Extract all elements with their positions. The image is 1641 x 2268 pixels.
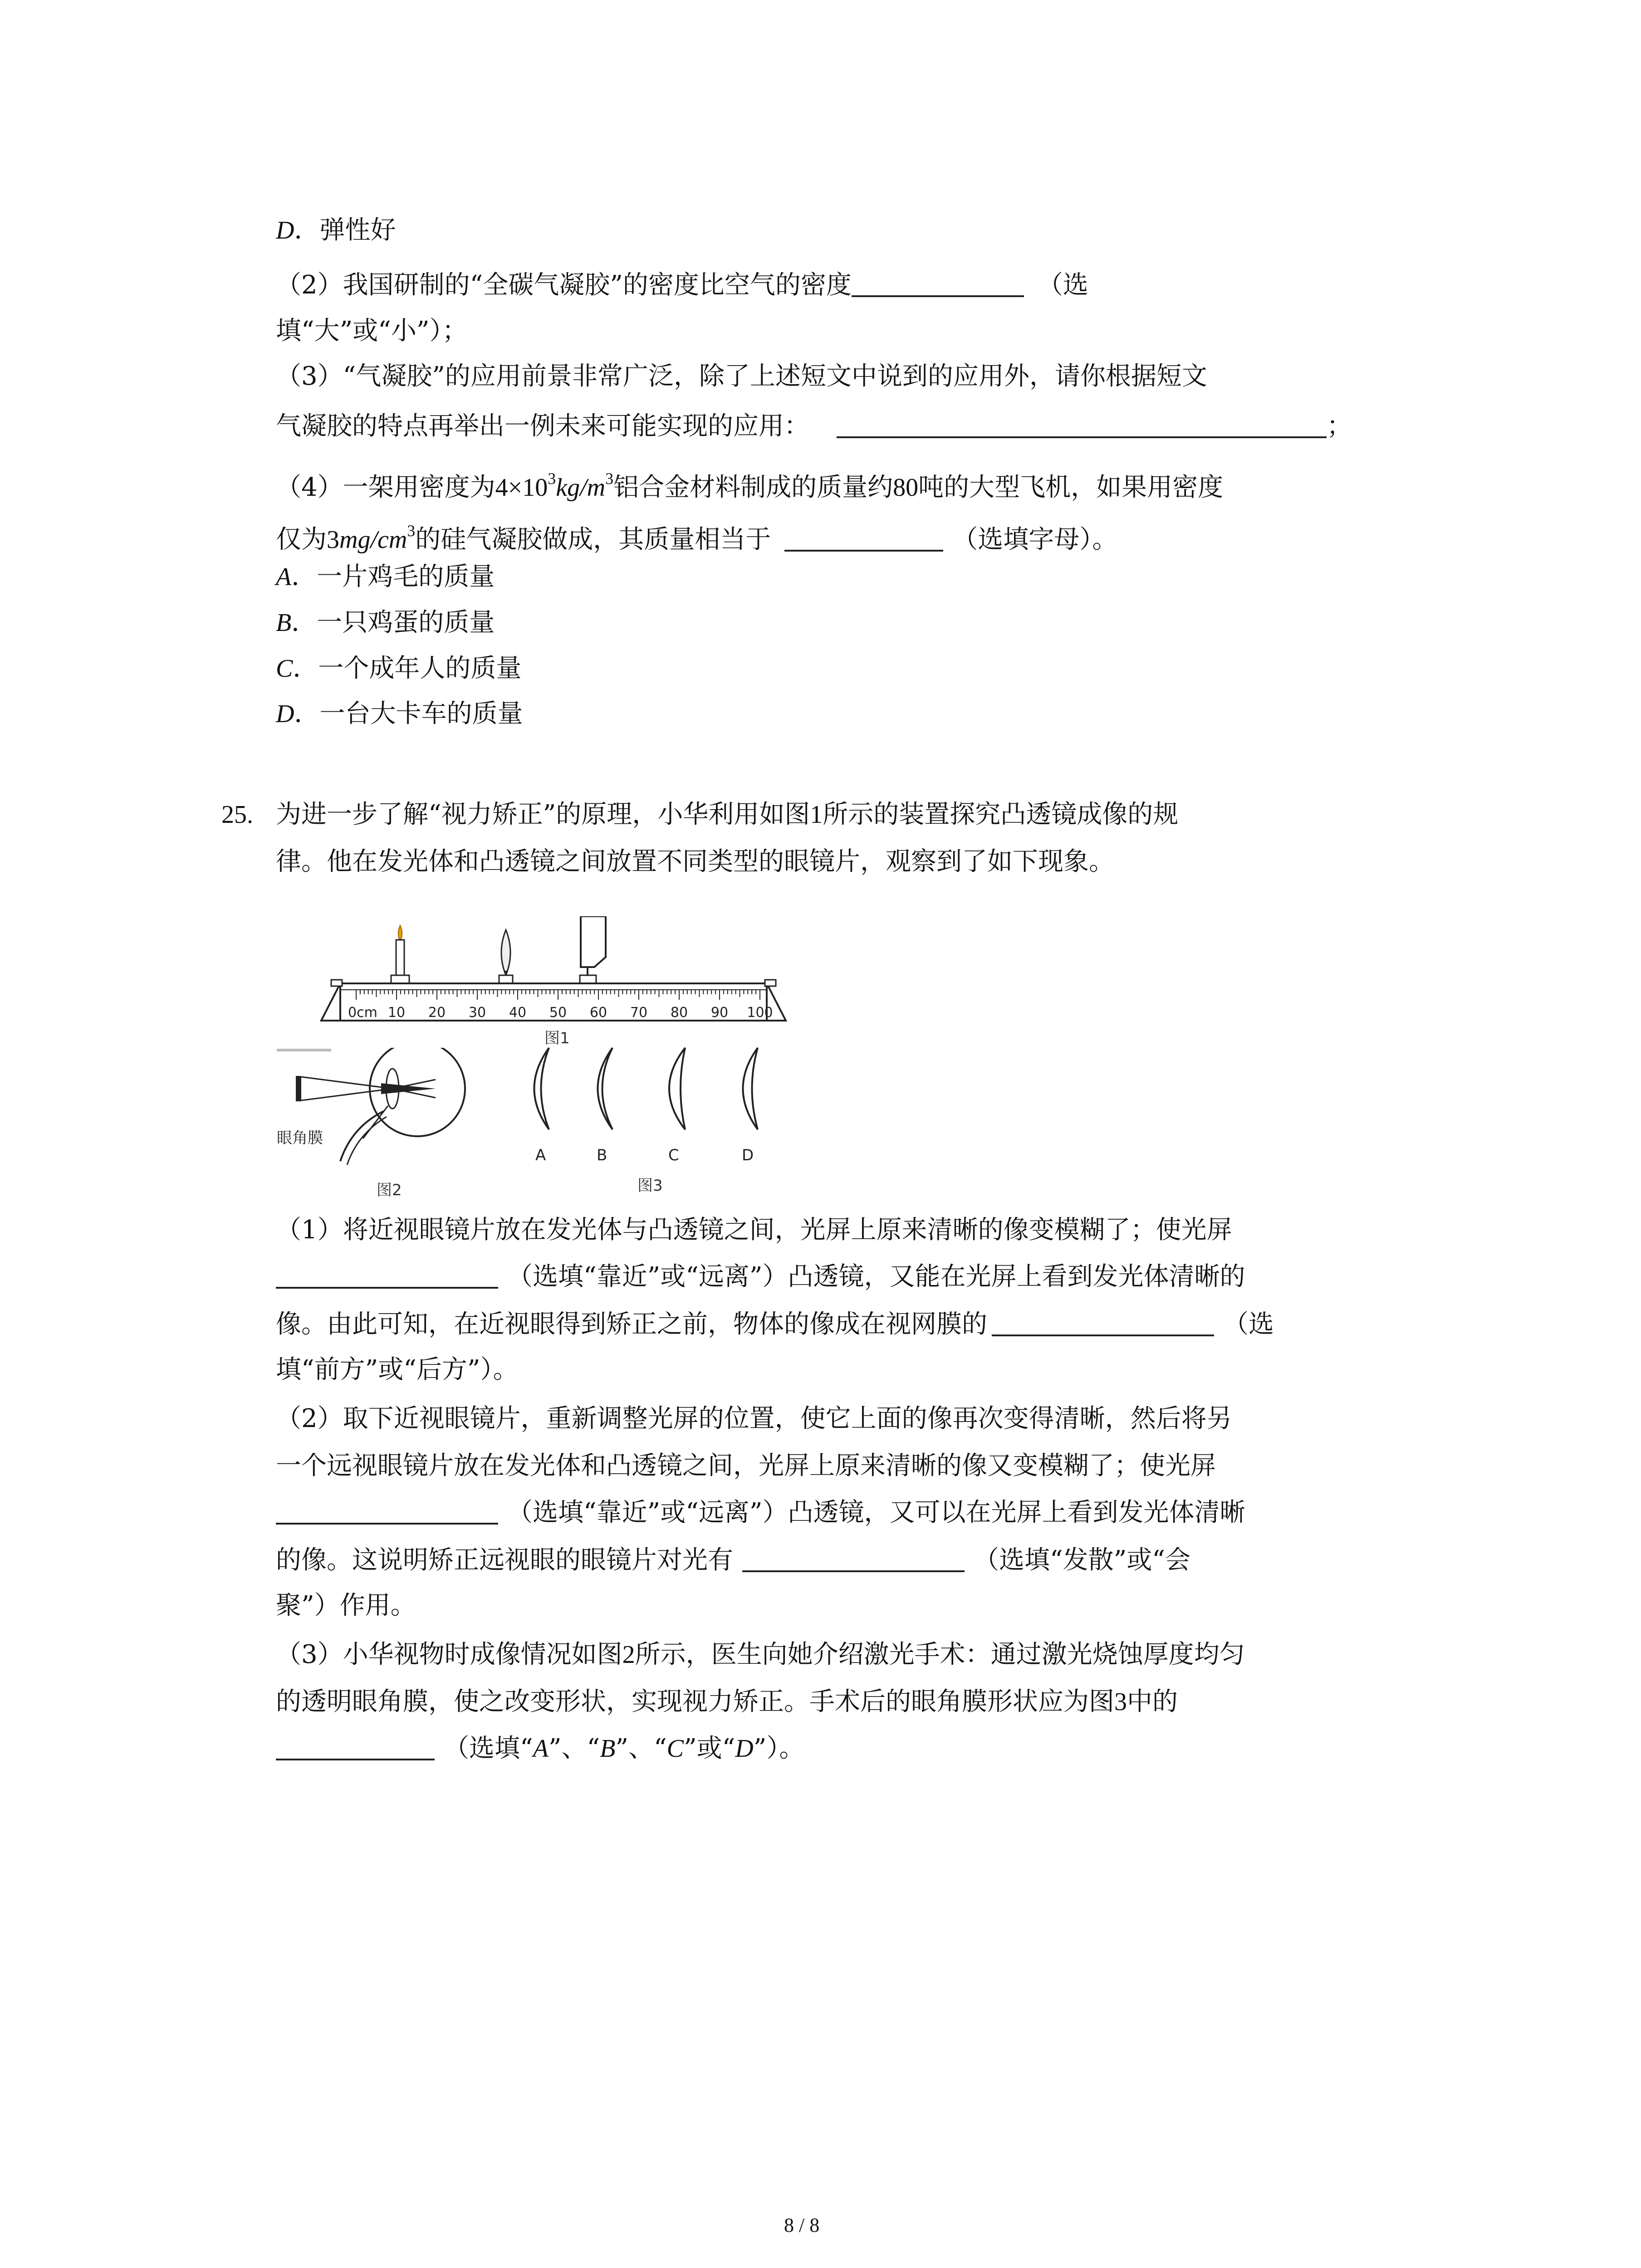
q25-part2-line5: 聚”）作用。 <box>276 1591 416 1620</box>
answer-blank[interactable] <box>742 1543 965 1572</box>
answer-blank[interactable] <box>276 1496 498 1525</box>
ruler-label: 50 <box>549 1005 567 1021</box>
q25-part1-line3: 像。由此可知，在近视眼得到矫正之前，物体的像成在视网膜的 （选 <box>276 1306 1274 1343</box>
answer-blank[interactable] <box>992 1307 1214 1336</box>
answer-blank[interactable] <box>276 1260 498 1289</box>
option-d-weak: D．弹性好 <box>276 215 396 245</box>
ruler-label: 40 <box>509 1005 527 1021</box>
q24-part2-line1: （2）我国研制的“全碳气凝胶”的密度比空气的密度 （选 <box>276 267 1088 303</box>
q24-part4-line1: （4）一架用密度为$4\times 10^3kg/m^3$铝合金材料制成的质量约80吨的大型飞机，如果用密度 <box>276 469 1224 502</box>
q25-intro-line1: 为进一步了解“视力矫正”的原理，小华利用如图1所示的装置探究凸透镜成像的规 <box>276 800 1179 829</box>
ruler-label: 20 <box>428 1005 446 1021</box>
q25-part3-line2: 的透明眼角膜，使之改变形状，实现视力矫正。手术后的眼角膜形状应为图3中的 <box>276 1687 1178 1716</box>
option-b: B．一只鸡蛋的质量 <box>276 608 495 637</box>
q25-part3-line3: （选填“A”、“B”、“C”或“D”）。 <box>276 1730 804 1767</box>
lens-label-d: D <box>742 1146 754 1164</box>
cornea-shapes-figure <box>517 1043 798 1202</box>
ruler-label: 100 <box>747 1005 773 1021</box>
ruler-label: 80 <box>670 1005 688 1021</box>
lens-shape-a-icon <box>534 1048 549 1129</box>
lens-label-a: A <box>535 1146 546 1164</box>
ruler-label: 60 <box>589 1005 607 1021</box>
q25-part3-line1: （3）小华视物时成像情况如图2所示，医生向她介绍激光手术：通过激光烧蚀厚度均匀 <box>276 1640 1245 1669</box>
q24-part3-line2: 气凝胶的特点再举出一例未来可能实现的应用： ； <box>276 408 1352 445</box>
answer-blank[interactable] <box>837 409 1327 438</box>
figure-1-caption: 图1 <box>544 1029 570 1047</box>
figure-3-caption: 图3 <box>637 1177 663 1195</box>
cornea-label: 眼角膜 <box>277 1129 323 1147</box>
q24-part3-line1: （3）“气凝胶”的应用前景非常广泛，除了上述短文中说到的应用外，请你根据短文 <box>276 362 1207 391</box>
q25-part2-line4: 的像。这说明矫正远视眼的眼镜片对光有 （选填“发散”或“会 <box>276 1542 1190 1579</box>
lens-shape-b-icon <box>598 1048 613 1129</box>
lens-label-b: B <box>597 1146 607 1164</box>
q25-part1-line2: （选填“靠近”或“远离”）凸透镜，又能在光屏上看到发光体清晰的 <box>276 1259 1245 1295</box>
lens-label-c: C <box>668 1146 679 1164</box>
answer-blank[interactable] <box>852 268 1024 297</box>
q25-part1-line1: （1）将近视眼镜片放在发光体与凸透镜之间，光屏上原来清晰的像变模糊了；使光屏 <box>276 1215 1232 1245</box>
ruler-label: 90 <box>710 1005 729 1021</box>
ruler-label: 30 <box>468 1005 486 1021</box>
figure-2-caption: 图2 <box>377 1181 402 1199</box>
candle-icon <box>391 925 409 983</box>
page-number: 8 / 8 <box>784 2214 820 2236</box>
q25-part2-line3: （选填“靠近”或“远离”）凸透镜，又可以在光屏上看到发光体清晰 <box>276 1495 1245 1531</box>
q25-part1-line4: 填“前方”或“后方”）。 <box>276 1355 519 1384</box>
ruler-label: 70 <box>630 1005 648 1021</box>
q25-number: 25. <box>221 801 253 829</box>
option-a: A．一片鸡毛的质量 <box>276 562 495 591</box>
option-c: C．一个成年人的质量 <box>276 654 522 683</box>
lens-shape-c-icon <box>669 1048 685 1129</box>
answer-blank[interactable] <box>784 523 943 552</box>
lens-shape-d-icon <box>743 1048 758 1129</box>
light-screen-icon <box>580 916 606 983</box>
q25-part2-line1: （2）取下近视眼镜片，重新调整光屏的位置，使它上面的像再次变得清晰，然后将另 <box>276 1404 1232 1433</box>
ruler-label: 0cm <box>348 1005 377 1021</box>
option-d: D．一台大卡车的质量 <box>276 699 523 728</box>
ruler-label: 10 <box>387 1005 406 1021</box>
q24-part4-line2: 仅为$3mg/cm^3$的硅气凝胶做成，其质量相当于 （选填字母）。 <box>276 522 1118 554</box>
q24-part2-line2: 填“大”或“小”）； <box>276 316 468 346</box>
q25-intro-line2: 律。他在发光体和凸透镜之间放置不同类型的眼镜片，观察到了如下现象。 <box>276 847 1114 876</box>
q25-part2-line2: 一个远视眼镜片放在发光体和凸透镜之间，光屏上原来清晰的像又变模糊了；使光屏 <box>276 1451 1216 1481</box>
answer-blank[interactable] <box>276 1731 435 1760</box>
eye-diagram-figure <box>272 1048 499 1202</box>
convex-lens-icon <box>499 930 513 983</box>
